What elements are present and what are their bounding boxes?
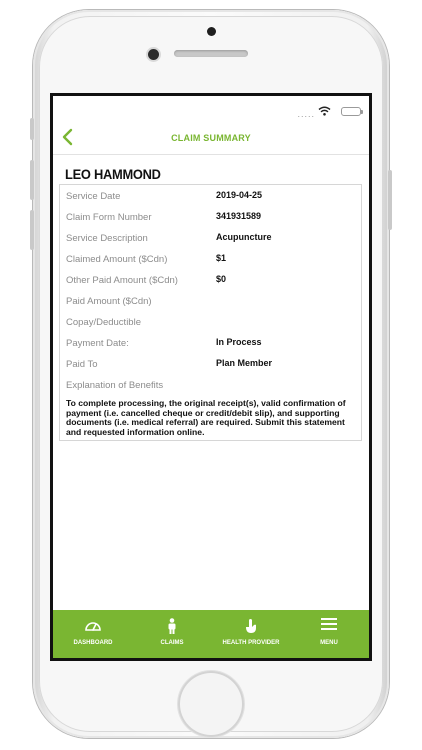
wifi-icon (318, 106, 331, 116)
detail-label: Claimed Amount ($Cdn) (66, 254, 168, 265)
detail-value: In Process (216, 337, 262, 347)
status-bar (53, 96, 369, 124)
detail-row (66, 359, 356, 373)
volume-down-button (30, 210, 34, 250)
hand-icon (243, 618, 259, 634)
front-camera (148, 49, 159, 60)
nav-label: CLAIMS (160, 640, 184, 646)
detail-label: Copay/Deductible (66, 317, 141, 328)
detail-row (66, 191, 356, 205)
speaker-grille (174, 50, 248, 57)
detail-value: Plan Member (216, 358, 273, 368)
detail-label: Explanation of Benefits (66, 380, 164, 391)
nav-health-provider[interactable] (211, 610, 291, 658)
detail-label: Service Description (66, 233, 148, 244)
claim-details-card (59, 184, 362, 441)
detail-label: Payment Date: (66, 338, 129, 349)
app-screen (53, 96, 369, 658)
detail-value: 2019-04-25 (216, 190, 263, 200)
detail-row (66, 212, 356, 226)
nav-claims[interactable] (132, 610, 212, 658)
nav-label: MENU (320, 640, 338, 646)
detail-label: Paid Amount ($Cdn) (66, 296, 152, 307)
sensor-dot (207, 27, 216, 36)
home-button[interactable] (178, 671, 244, 737)
member-name: LEO HAMMOND (65, 166, 161, 182)
detail-row (66, 317, 356, 331)
detail-label: Service Date (66, 191, 121, 202)
battery-icon (341, 107, 361, 116)
nav-label: DASHBOARD (73, 640, 113, 646)
bottom-nav (53, 610, 369, 658)
header-divider (53, 154, 369, 155)
detail-row (66, 254, 356, 268)
detail-value: $0 (216, 274, 227, 284)
nav-menu[interactable] (289, 610, 369, 658)
gauge-icon (84, 618, 102, 632)
hamburger-icon (321, 618, 337, 630)
detail-value: Acupuncture (216, 232, 272, 242)
detail-value: 341931589 (216, 211, 262, 221)
detail-row (66, 380, 356, 394)
side-button (30, 118, 34, 140)
detail-label: Other Paid Amount ($Cdn) (66, 275, 178, 286)
detail-row (66, 338, 356, 352)
power-button (388, 170, 392, 230)
person-icon (166, 618, 178, 634)
detail-label: Paid To (66, 359, 98, 370)
app-header (53, 124, 369, 154)
detail-row (66, 275, 356, 289)
detail-label: Claim Form Number (66, 212, 152, 223)
detail-row (66, 296, 356, 310)
volume-up-button (30, 160, 34, 200)
signal-indicator: ..... (297, 109, 315, 119)
explanation-text: To complete processing, the original receipt(s), valid confirmation of payment (i.e. cancelled cheque or credit/debit slip), and supporting documents (i.e. medical referral) are required. Submit this statement and requested information online. (66, 398, 346, 437)
nav-dashboard[interactable] (53, 610, 133, 658)
page-title: CLAIM SUMMARY (171, 133, 251, 143)
detail-value: $1 (216, 253, 227, 263)
detail-row (66, 233, 356, 247)
nav-label: HEALTH PROVIDER (222, 640, 280, 646)
